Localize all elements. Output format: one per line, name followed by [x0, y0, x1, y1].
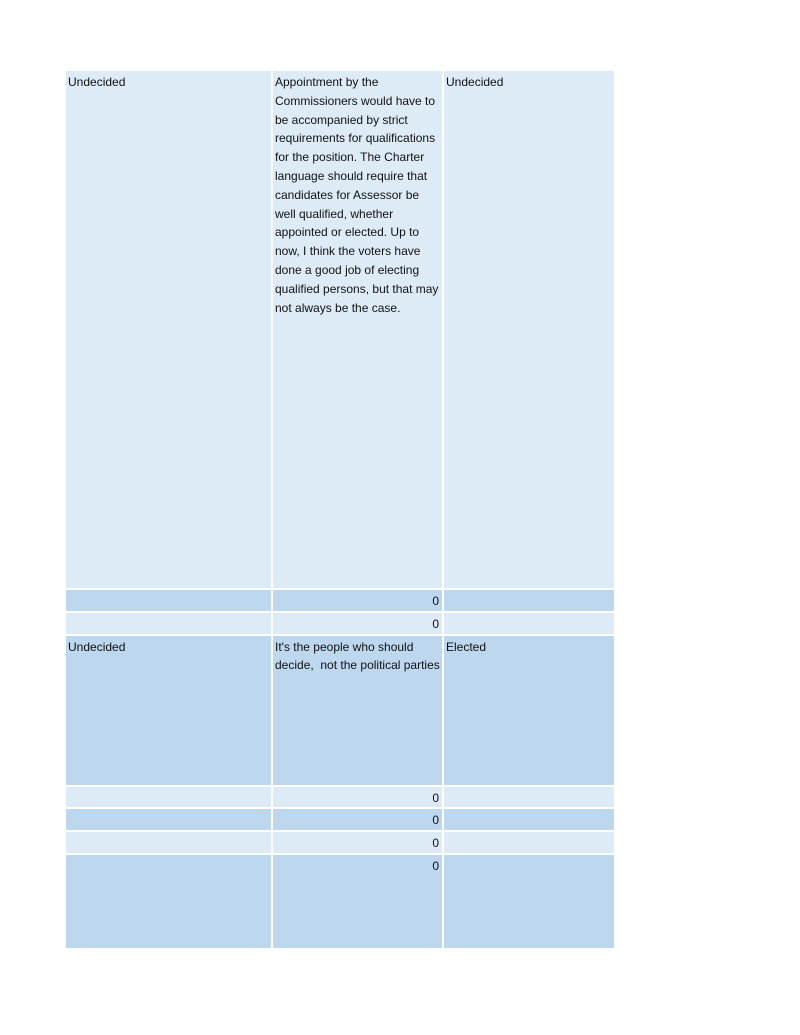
response-cell[interactable] — [66, 855, 273, 948]
preference-cell[interactable] — [444, 809, 614, 832]
response-cell[interactable] — [66, 613, 273, 636]
preference-cell[interactable] — [444, 590, 614, 613]
table-row — [66, 636, 614, 787]
count-cell[interactable]: 0 — [273, 787, 444, 810]
count-cell[interactable]: 0 — [273, 590, 444, 613]
preference-cell[interactable] — [444, 832, 614, 855]
comment-cell[interactable]: It's the people who should decide, not the political parties — [273, 636, 444, 787]
count-cell[interactable]: 0 — [273, 832, 444, 855]
preference-cell[interactable]: Elected — [444, 636, 614, 787]
preference-cell[interactable] — [444, 855, 614, 948]
response-cell[interactable]: Undecided — [66, 636, 273, 787]
comment-cell[interactable]: Appointment by the Commissioners would have to be accompanied by strict requirements for qualifications for the position. The Charter language should require that candidates for Assessor be well qualified, whether appointed or elected. Up to now, I think the voters have done a good job of electing qualified persons, but that may not always be the case. — [273, 71, 444, 590]
table-row — [66, 787, 614, 810]
preference-cell[interactable]: Undecided — [444, 71, 614, 590]
preference-cell[interactable] — [444, 787, 614, 810]
response-cell[interactable]: Undecided — [66, 71, 273, 590]
table-row — [66, 832, 614, 855]
table-row — [66, 71, 614, 590]
count-cell[interactable]: 0 — [273, 855, 444, 948]
count-cell[interactable]: 0 — [273, 613, 444, 636]
count-cell[interactable]: 0 — [273, 809, 444, 832]
table-row — [66, 613, 614, 636]
response-cell[interactable] — [66, 809, 273, 832]
response-cell[interactable] — [66, 832, 273, 855]
preference-cell[interactable] — [444, 613, 614, 636]
response-cell[interactable] — [66, 590, 273, 613]
spreadsheet-table — [66, 71, 614, 948]
table-row — [66, 590, 614, 613]
response-cell[interactable] — [66, 787, 273, 810]
table-row — [66, 855, 614, 948]
table-row — [66, 809, 614, 832]
